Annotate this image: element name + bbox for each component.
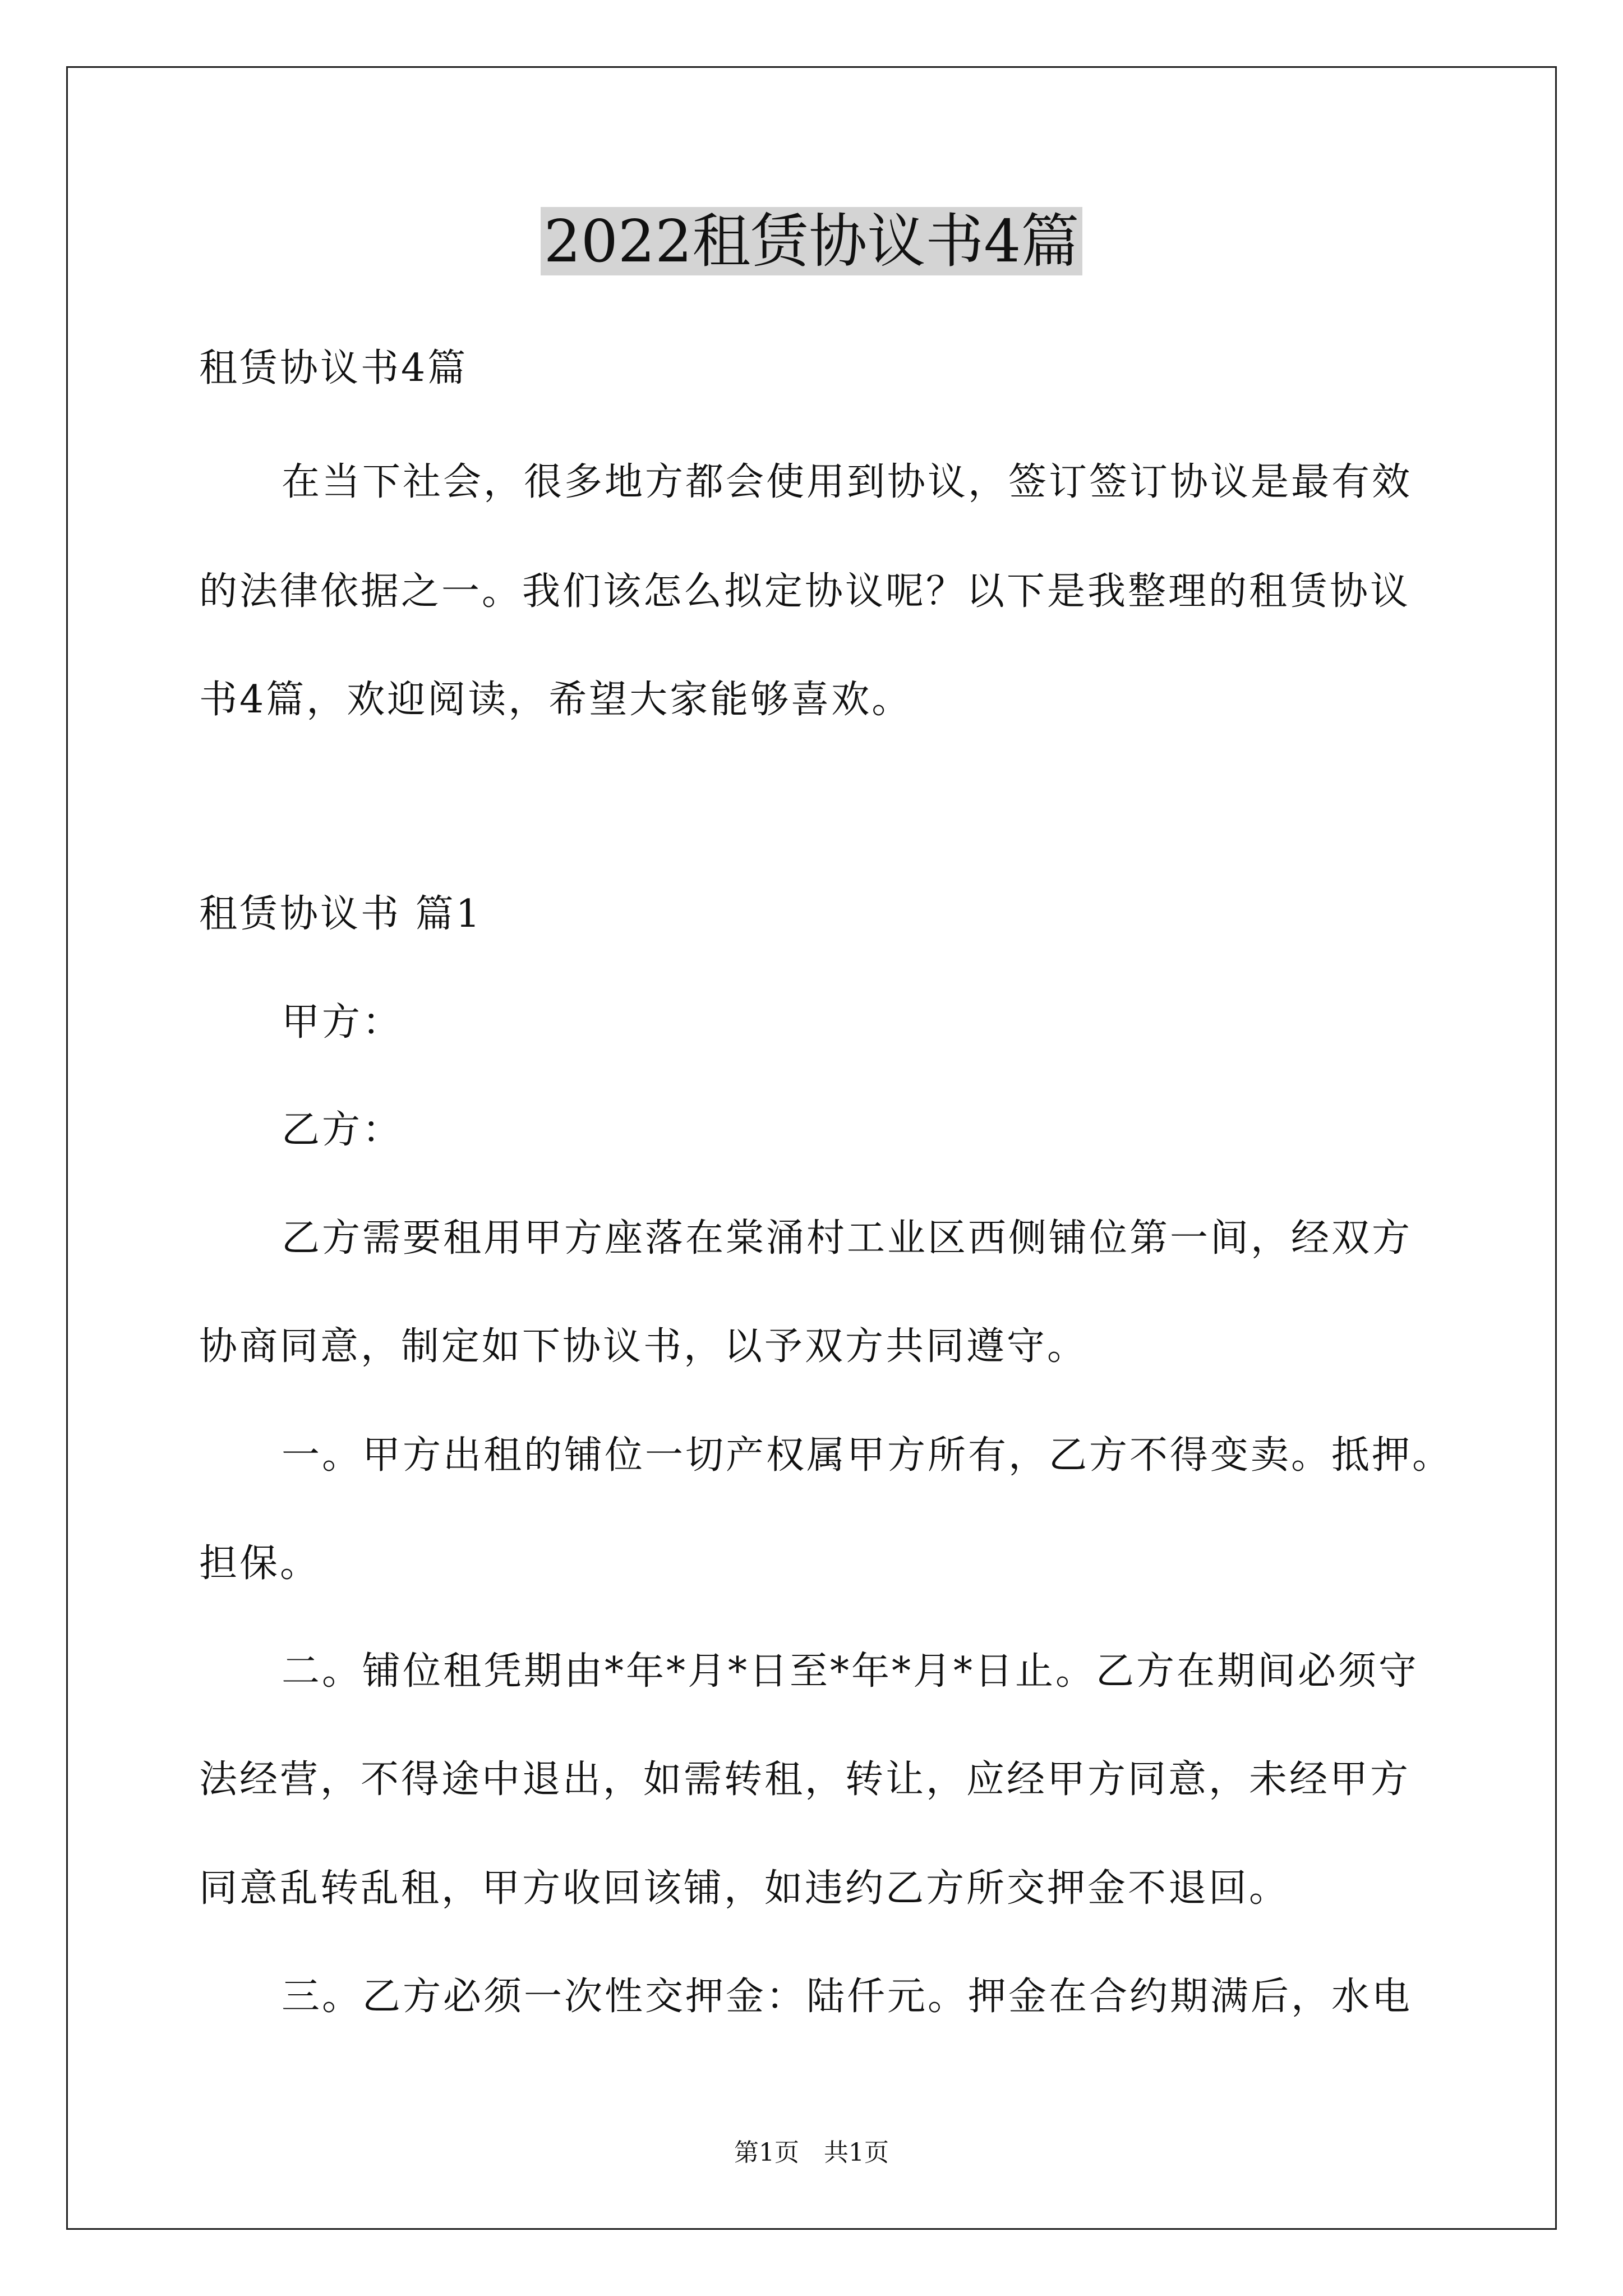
intro-line-2: 的法律依据之一。我们该怎么拟定协议呢？以下是我整理的租赁协议 xyxy=(199,569,1411,614)
section-heading-1: 租赁协议书 篇1 xyxy=(199,892,482,936)
intro-line-1: 在当下社会，很多地方都会使用到协议，签订签订协议是最有效 xyxy=(282,460,1413,504)
clause-2-line-1: 二。铺位租凭期由*年*月*日至*年*月*日止。乙方在期间必须守 xyxy=(282,1649,1419,1694)
clause-1-line-1: 一。甲方出租的铺位一切产权属甲方所有，乙方不得变卖。抵押。 xyxy=(282,1433,1453,1478)
body-line-1: 乙方需要租用甲方座落在棠涌村工业区西侧铺位第一间，经双方 xyxy=(282,1216,1413,1260)
document-title-text: 2022租赁协议书4篇 xyxy=(541,207,1083,275)
body-line-2: 协商同意，制定如下协议书，以予双方共同遵守。 xyxy=(199,1324,1088,1369)
intro-line-3: 书4篇，欢迎阅读，希望大家能够喜欢。 xyxy=(199,678,912,722)
document-title xyxy=(0,202,1623,280)
subtitle-line: 租赁协议书4篇 xyxy=(199,346,468,390)
clause-2-line-2: 法经营，不得途中退出，如需转租，转让，应经甲方同意，未经甲方 xyxy=(199,1757,1411,1802)
clause-1-line-2: 担保。 xyxy=(199,1542,321,1586)
page-number-footer: 第1页 共1页 xyxy=(734,2138,889,2167)
party-a-line: 甲方： xyxy=(282,1000,403,1045)
clause-3-line-1: 三。乙方必须一次性交押金：陆仟元。押金在合约期满后，水电 xyxy=(282,1975,1413,2019)
clause-2-line-3: 同意乱转乱租，甲方收回该铺，如违约乙方所交押金不退回。 xyxy=(199,1866,1290,1911)
party-b-line: 乙方： xyxy=(282,1108,403,1152)
